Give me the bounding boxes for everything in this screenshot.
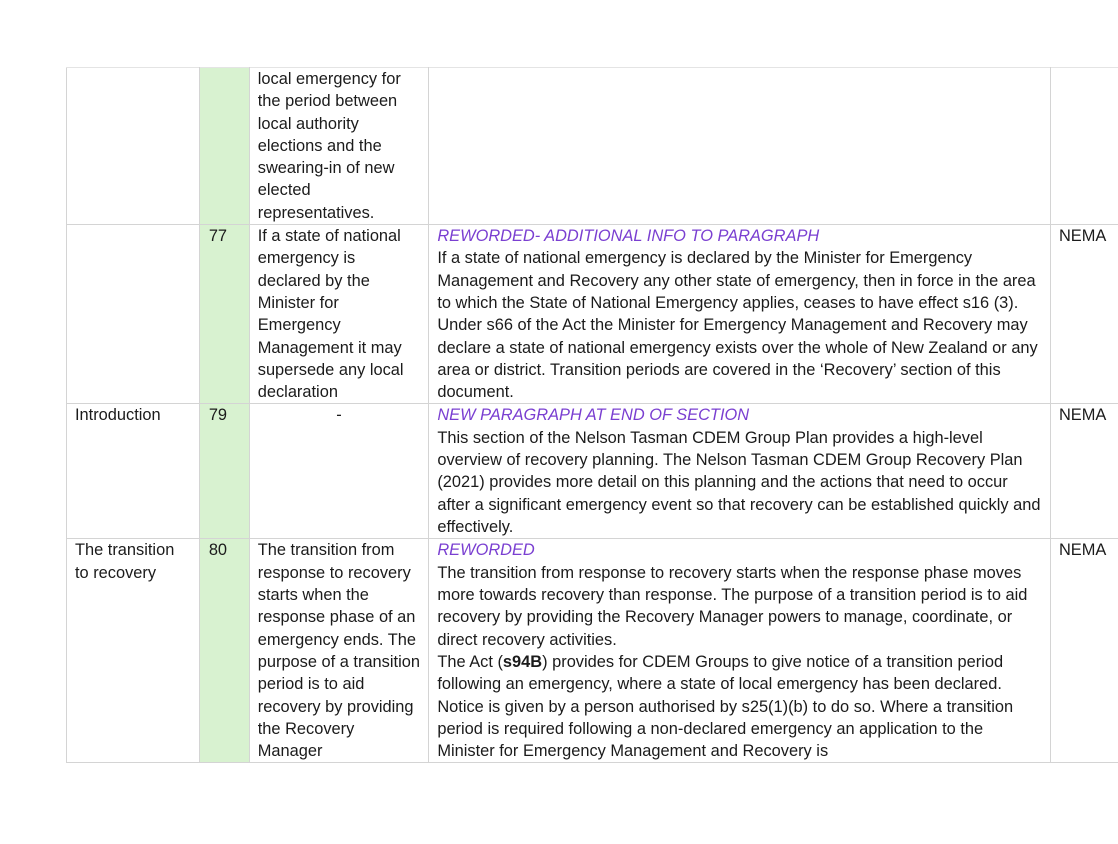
change-tag: NEW PARAGRAPH AT END OF SECTION <box>437 406 750 425</box>
paragraph-number-cell: 80 <box>199 539 249 763</box>
original-text-cell: The transition from response to recovery starts when the response phase of an emergency ends. The purpose of a transition period is to aid recovery by providing the Recovery Manager <box>249 539 429 763</box>
change-tag: REWORDED- ADDITIONAL INFO TO PARAGRAPH <box>437 227 820 246</box>
change-cell <box>429 68 1051 225</box>
section-cell <box>67 225 200 404</box>
paragraph-number-cell: 79 <box>199 404 249 539</box>
table-row <box>67 404 1118 539</box>
change-text-paragraph-b <box>437 651 1042 762</box>
table-row <box>67 225 1118 404</box>
change-text-prefix: The Act ( <box>437 652 503 671</box>
change-text-paragraph-a: The transition from response to recovery starts when the response phase moves more towards recovery than response. The purpose of a transition period is to aid recovery by providing the Recovery Manager powers to manage, coordinate, or direct recovery activities. <box>437 563 1028 649</box>
change-text: This section of the Nelson Tasman CDEM Group Plan provides a high-level overview of recovery planning. The Nelson Tasman CDEM Group Recovery Plan (2021) provides more detail on this planning and the actions that need to occur after a significant emergency event so that recovery can be established quickly and effectively. <box>437 428 1041 536</box>
change-text-suffix: ) provides for CDEM Groups to give notice of a transition period following an emergency, where a state of local emergency has been declared. Notice is given by a person authorised by s25(1)(b) to do so. Where a transition period is required following a non-declared emergency an application to the Minister for Emergency Management and Recovery is <box>437 652 1014 761</box>
change-cell <box>429 225 1051 404</box>
source-cell: NEMA <box>1050 404 1118 539</box>
section-cell: The transition to recovery <box>67 539 200 763</box>
source-cell: NEMA <box>1050 225 1118 404</box>
original-text-cell: - <box>249 404 429 539</box>
paragraph-number-cell <box>199 68 249 225</box>
change-cell <box>429 404 1051 539</box>
change-text: If a state of national emergency is declared by the Minister for Emergency Management and Recovery any other state of emergency, then in force in the area to which the State of National Emergency applies, ceases to have effect s16 (3). Under s66 of the Act the Minister for Emergency Management and Recovery may declare a state of national emergency exists over the whole of New Zealand or any area or district. Transition periods are covered in the ‘Recovery’ section of this document. <box>437 249 1038 402</box>
act-section-reference: s94B <box>502 652 543 671</box>
source-cell <box>1050 68 1118 225</box>
original-text-cell: If a state of national emergency is declared by the Minister for Emergency Management it may supersede any local declaration <box>249 225 429 404</box>
change-tag: REWORDED <box>437 541 535 560</box>
section-cell <box>67 68 200 225</box>
change-cell <box>429 539 1051 763</box>
original-text-cell: local emergency for the period between local authority elections and the swearing-in of new elected representatives. <box>249 68 429 225</box>
table-row <box>67 539 1118 763</box>
table-row <box>67 68 1118 225</box>
changes-table <box>66 67 1118 763</box>
source-cell: NEMA <box>1050 539 1118 763</box>
paragraph-number-cell: 77 <box>199 225 249 404</box>
section-cell: Introduction <box>67 404 200 539</box>
